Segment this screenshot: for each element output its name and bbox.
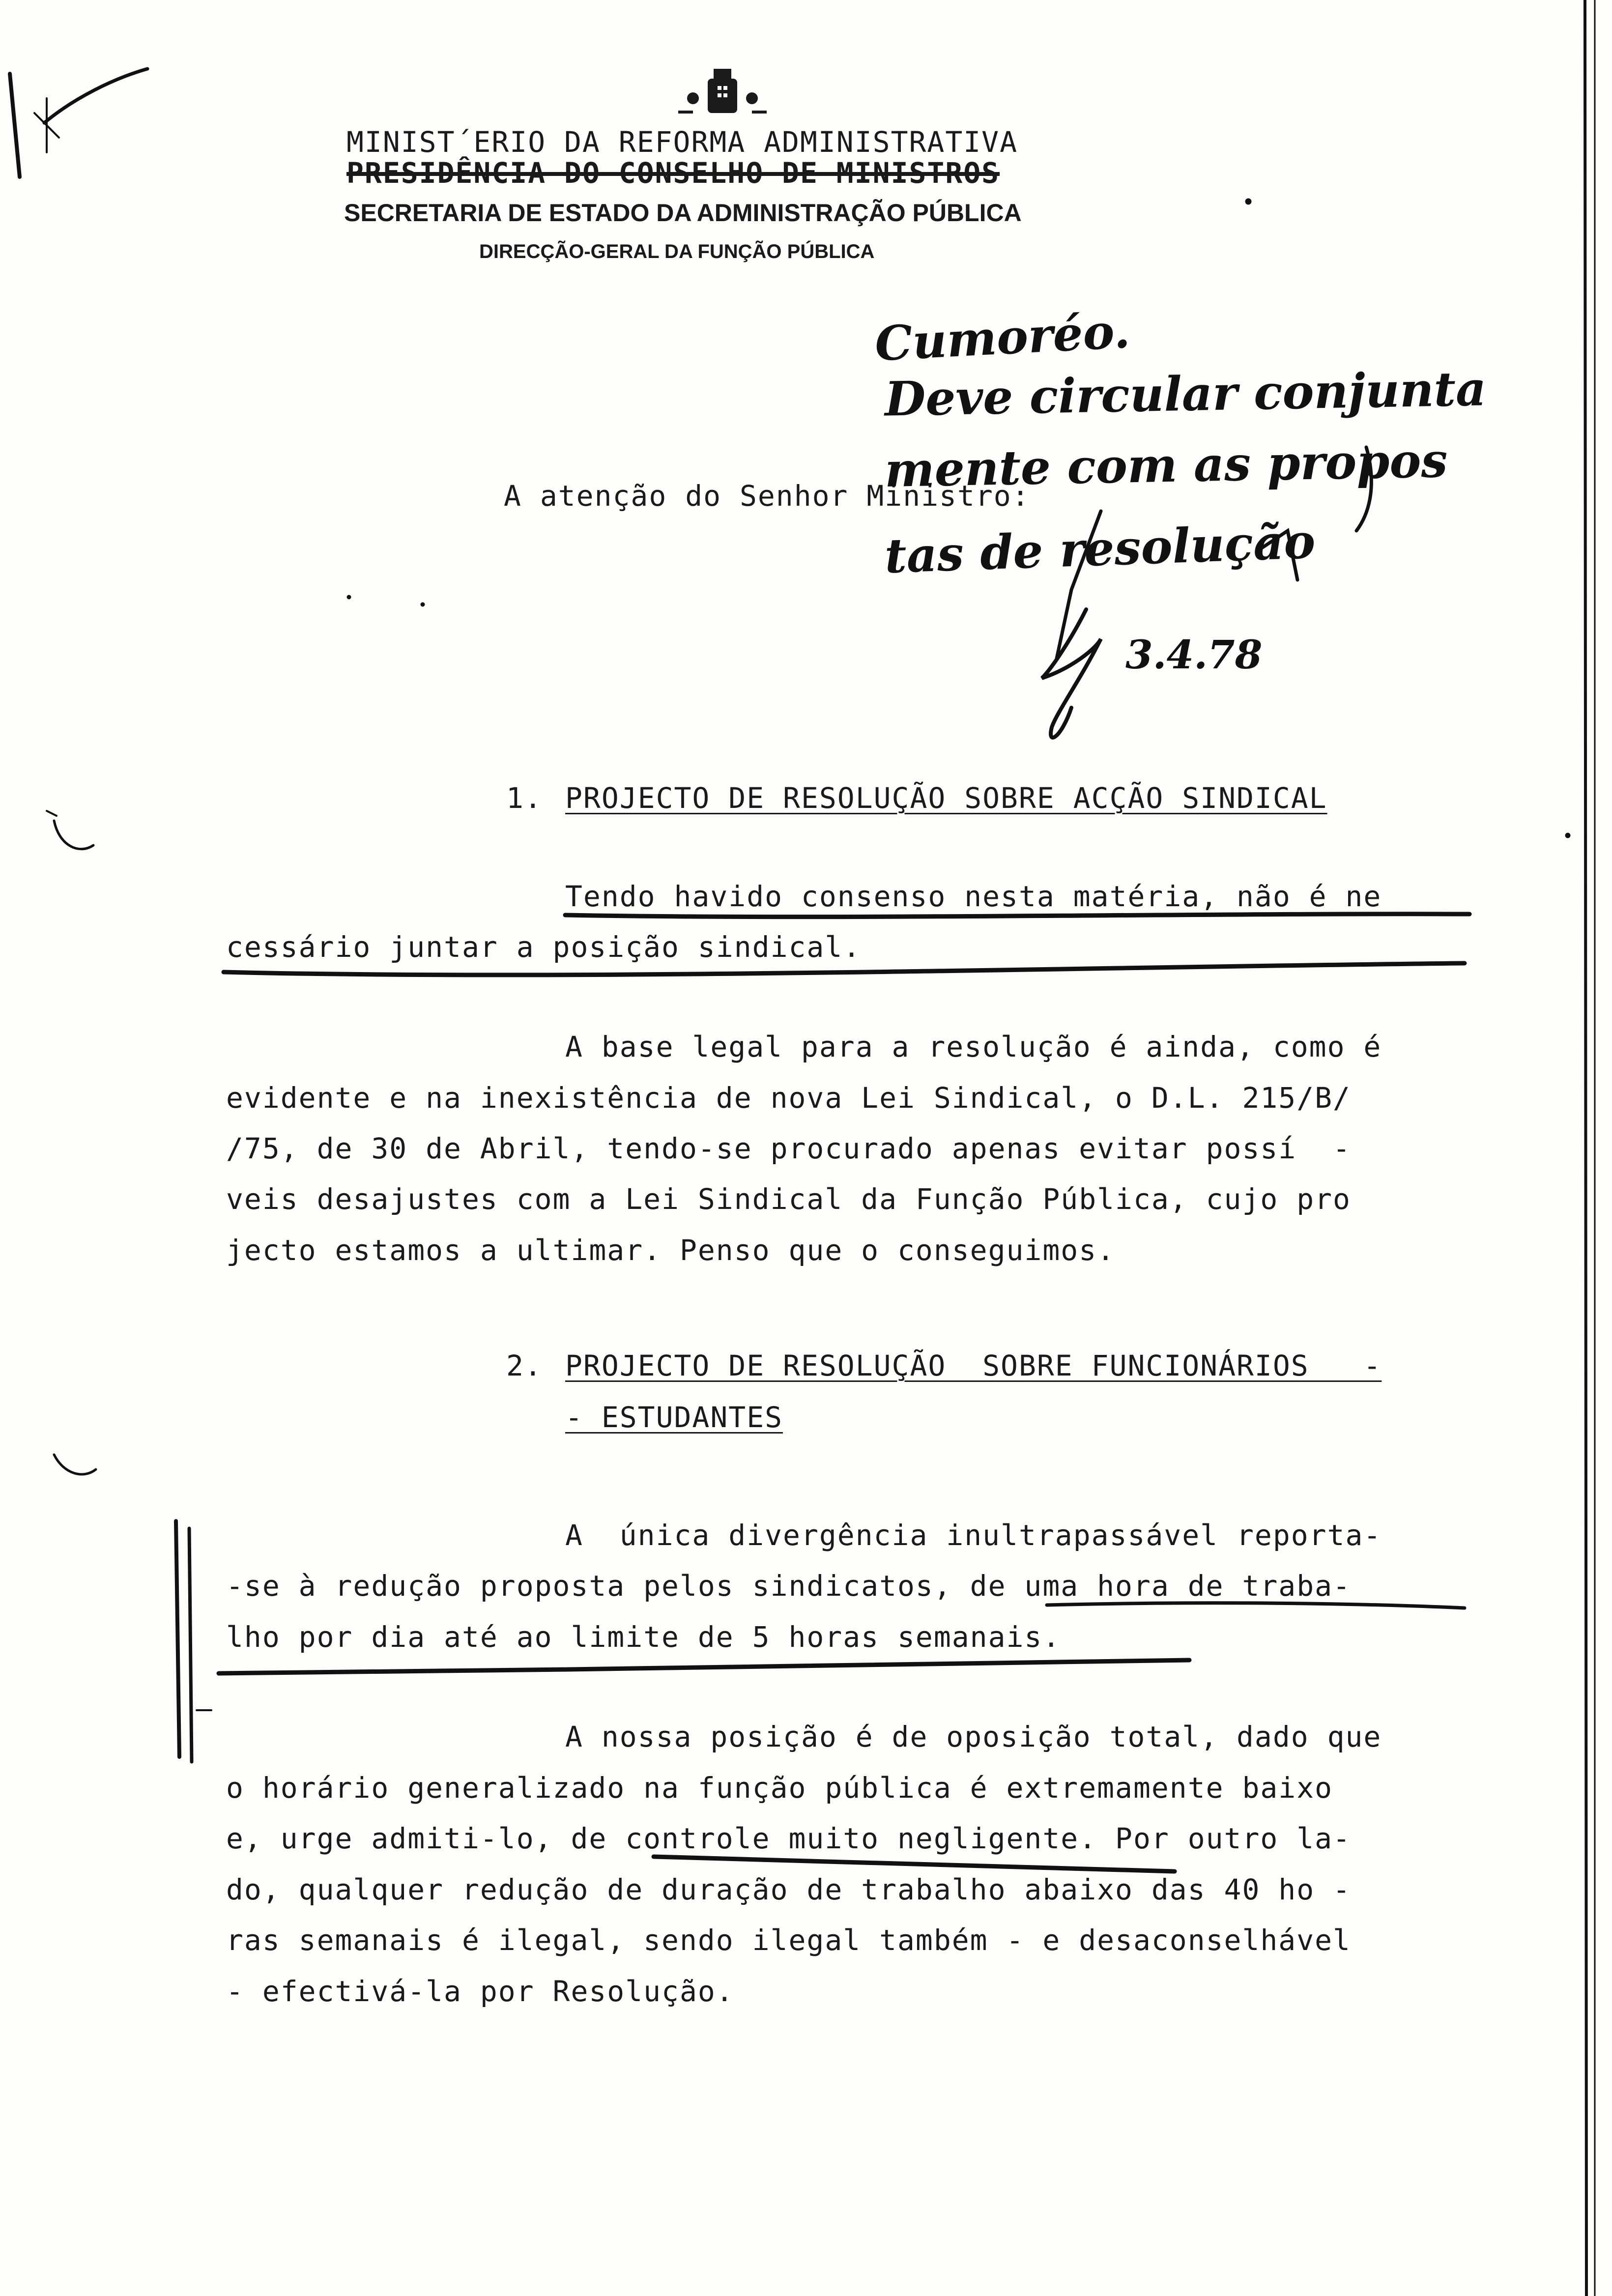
- handwritten-annotation-line-4: tas de resolução: [884, 513, 1317, 584]
- attention-line: A atenção do Senhor Ministro:: [504, 479, 1030, 513]
- section2-title-line1: PROJECTO DE RESOLUÇÃO SOBRE FUNCIONÁRIOS -: [565, 1349, 1382, 1382]
- letterhead-directorate: DIRECÇÃO-GERAL DA FUNÇÃO PÚBLICA: [479, 241, 875, 262]
- margin-bar-2: [189, 1528, 192, 1762]
- section2-para2-line6: - efectivá-la por Resolução.: [226, 1975, 734, 2008]
- section1-title: PROJECTO DE RESOLUÇÃO SOBRE ACÇÃO SINDICAL: [565, 781, 1327, 815]
- section2-para2-line3: e, urge admiti-lo, de controle muito negligente. Por outro la-: [226, 1822, 1351, 1855]
- section2-para1-line3: lho por dia até ao limite de 5 horas semanais.: [226, 1620, 1061, 1654]
- section2-para2-line2: o horário generalizado na função pública é extremamente baixo: [226, 1771, 1333, 1805]
- section2-para2-line1: A nossa posição é de oposição total, dado que: [565, 1720, 1382, 1753]
- handwritten-underline-2: [224, 963, 1465, 975]
- section1-para2-line4: veis desajustes com a Lei Sindical da Função Pública, cujo pro: [226, 1182, 1351, 1216]
- coat-of-arms-icon: [649, 64, 796, 123]
- section1-para2-line3: /75, de 30 de Abril, tendo-se procurado apenas evitar possí -: [226, 1132, 1351, 1165]
- section2-title-line2: - ESTUDANTES: [565, 1401, 783, 1434]
- section2-number: 2.: [506, 1349, 543, 1382]
- handwritten-annotation-line-3: mente com as propos: [884, 432, 1448, 498]
- handwritten-underline-1: [565, 914, 1469, 917]
- section2-para2-line5: ras semanais é ilegal, sendo ilegal também - e desaconselhável: [226, 1923, 1351, 1957]
- section1-para1-line2: cessário juntar a posição sindical.: [226, 930, 862, 964]
- handwritten-date: 3.4.78: [1125, 631, 1263, 678]
- letterhead-presidency-struck: PRESIDÊNCIA DO CONSELHO DE MINISTROS: [346, 156, 1000, 190]
- section1-para1-line1: Tendo havido consenso nesta matéria, não é ne: [565, 880, 1382, 913]
- section1-para2-line2: evidente e na inexistência de nova Lei Sindical, o D.L. 215/B/: [226, 1081, 1351, 1115]
- margin-mark-top-left: [10, 74, 20, 177]
- handwritten-annotation-line-1: Cumoréo.: [873, 303, 1131, 372]
- signature-mark: [1042, 609, 1101, 738]
- handwritten-underline-3: [1047, 1603, 1465, 1608]
- section2-para2-line4: do, qualquer redução de duração de trabalho abaixo das 40 ho -: [226, 1873, 1351, 1906]
- section1-number: 1.: [506, 781, 543, 815]
- page-edge-line: [1585, 0, 1586, 2296]
- section1-para2-line5: jecto estamos a ultimar. Penso que o conseguimos.: [226, 1234, 1116, 1267]
- handwritten-annotation-line-2: Deve circular conjunta: [884, 361, 1487, 427]
- section1-para2-line1: A base legal para a resolução é ainda, como é: [565, 1030, 1382, 1063]
- letterhead-secretariat: SECRETARIA DE ESTADO DA ADMINISTRAÇÃO PÚBLICA: [344, 199, 1022, 227]
- handwritten-underline-4: [219, 1660, 1189, 1673]
- section2-para1-line2: -se à redução proposta pelos sindicatos, de uma hora de traba-: [226, 1569, 1351, 1603]
- margin-bar-1: [176, 1521, 179, 1757]
- section2-para1-line1: A única divergência inultrapassável reporta-: [565, 1519, 1382, 1552]
- letterhead-ministry: MINIST´ERIO DA REFORMA ADMINISTRATIVA: [346, 125, 1018, 159]
- handwritten-underline-5: [654, 1857, 1175, 1871]
